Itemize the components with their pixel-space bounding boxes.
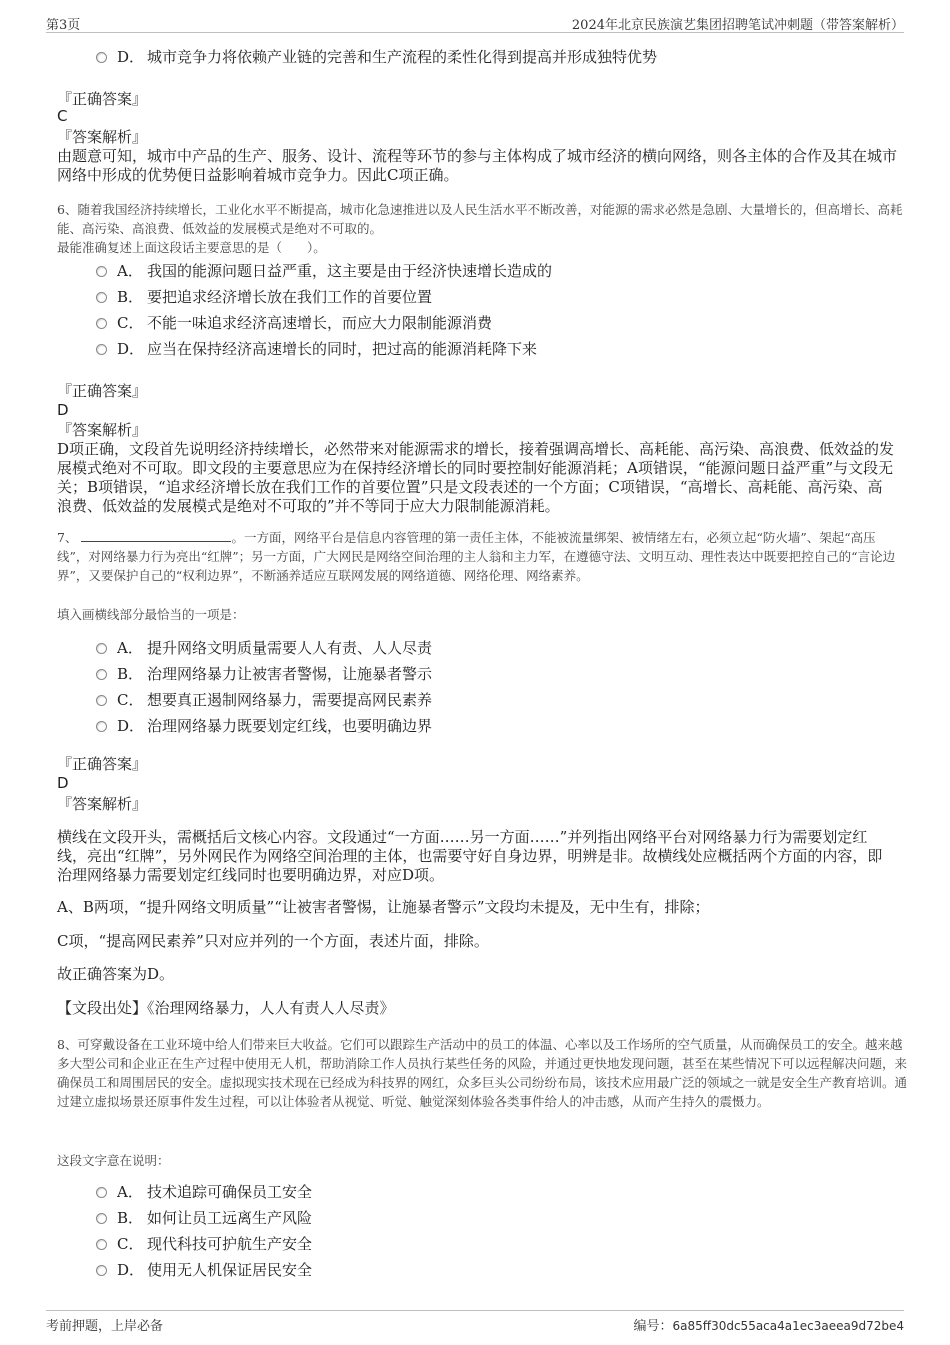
analysis-label: 『答案解析』 xyxy=(57,128,148,146)
page-header xyxy=(46,12,904,33)
q8-option-a[interactable]: A． 技术追踪可确保员工安全 xyxy=(96,1182,312,1202)
q8-option-b[interactable]: B． 如何让员工远离生产风险 xyxy=(96,1208,312,1228)
question-prompt: 最能准确复述上面这段话主要意思的是（ ）。 xyxy=(57,240,326,255)
document-id: 编号：6a85ff30dc55aca4a1ec3aeea9d72be4 xyxy=(633,1319,904,1334)
analysis-label: 『答案解析』 xyxy=(57,421,148,439)
analysis-text: 横线在文段开头，需概括后文核心内容。文段通过“一方面……另一方面……”并列指出网络平台对网络暴力行为需要划定红线，亮出“红牌”，另外网民作为网络空间治理的主体，也需要守好自身边界，明辨是非。故横线处应概括两个方面的内容，即治理网络暴力需要划定红线同时也要明确边界，对应D项。 xyxy=(57,828,883,884)
q7-option-c[interactable]: C． 想要真正遏制网络暴力，需要提高网民素养 xyxy=(96,690,432,710)
radio-icon[interactable] xyxy=(96,318,107,329)
radio-icon[interactable] xyxy=(96,266,107,277)
answer-label: 『正确答案』 xyxy=(57,382,148,400)
q8-option-d[interactable]: D． 使用无人机保证居民安全 xyxy=(96,1260,312,1280)
q7-option-b[interactable]: B． 治理网络暴力让被害者警惕，让施暴者警示 xyxy=(96,664,432,684)
analysis-text: C项，“提高网民素养”只对应并列的一个方面，表述片面，排除。 xyxy=(57,932,489,950)
analysis-text: D项正确，文段首先说明经济持续增长，必然带来对能源需求的增长，接着强调高增长、高耗能、高污染、高浪费、低效益的发展模式绝对不可取。即文段的主要意思应为在保持经济增长的同时要控制好能源消耗；A项错误，“能源问题日益严重”与文段无关；B项错误，“追求经济增长放在我们工作的首要位置”只是文段表述的一个方面；C项错误，“高增长、高耗能、高污染、高浪费、低效益的发展模式是绝对不可取的”并不等同于应大力限制能源消耗。 xyxy=(57,440,895,515)
question-prompt: 填入画横线部分最恰当的一项是： xyxy=(57,607,245,622)
page-footer xyxy=(46,1310,904,1334)
answer-value: D xyxy=(57,774,69,792)
radio-icon[interactable] xyxy=(96,344,107,355)
radio-icon[interactable] xyxy=(96,721,107,732)
radio-icon[interactable] xyxy=(96,1213,107,1224)
analysis-text: 由题意可知，城市中产品的生产、服务、设计、流程等环节的参与主体构成了城市经济的横向网络，则各主体的合作及其在城市网络中形成的优势便日益影响着城市竞争力。因此C项正确。 xyxy=(57,147,898,184)
radio-icon[interactable] xyxy=(96,1265,107,1276)
q5-option-d[interactable]: D． 城市竞争力将依赖产业链的完善和生产流程的柔性化得到提高并形成独特优势 xyxy=(96,47,657,67)
radio-icon[interactable] xyxy=(96,1239,107,1250)
analysis-text: A、B两项，“提升网络文明质量”“让被害者警惕，让施暴者警示”文段均未提及，无中生有，排除； xyxy=(57,898,710,916)
radio-icon[interactable] xyxy=(96,52,107,63)
q7-option-a[interactable]: A． 提升网络文明质量需要人人有责、人人尽责 xyxy=(96,638,432,658)
q6-option-a[interactable]: A． 我国的能源问题日益严重，这主要是由于经济快速增长造成的 xyxy=(96,261,552,281)
q6-option-d[interactable]: D． 应当在保持经济高速增长的同时，把过高的能源消耗降下来 xyxy=(96,339,537,359)
radio-icon[interactable] xyxy=(96,643,107,654)
question-text: 6、随着我国经济持续增长，工业化水平不断提高，城市化急速推进以及人民生活水平不断改善，对能源的需求必然是急剧、大量增长的，但高增长、高耗能、高污染、高浪费、低效益的发展模式是绝对不可取的。 xyxy=(57,202,903,236)
page-number: 第3页 xyxy=(46,18,81,33)
q6-option-b[interactable]: B． 要把追求经济增长放在我们工作的首要位置 xyxy=(96,287,432,307)
q7-option-d[interactable]: D． 治理网络暴力既要划定红线，也要明确边界 xyxy=(96,716,432,736)
question-text: 7、 。一方面，网络平台是信息内容管理的第一责任主体，不能被流量绑架、被情绪左右，必须立起“防火墙”、架起“高压线”，对网络暴力行为亮出“红牌”；另一方面，广大网民是网络空间治理的主人翁和主力军，在遵德守法、文明互动、理性表达中既要把控自己的“言论边界”，又要保护自己的“权利边界”，不断涵养适应互联网发展的网络道德、网络伦理、网络素养。 xyxy=(57,530,896,583)
answer-label: 『正确答案』 xyxy=(57,755,148,773)
question-text: 8、可穿戴设备在工业环境中给人们带来巨大收益。它们可以跟踪生产活动中的员工的体温、心率以及工作场所的空气质量，从而确保员工的安全。越来越多大型公司和企业正在生产过程中使用无人机，帮助消除工作人员执行某些任务的风险，并通过更快地发现问题，甚至在某些情况下可以远程解决问题，来确保员工和周围居民的安全。虚拟现实技术现在已经成为科技界的网红，众多巨头公司纷纷布局，该技术应用最广泛的领域之一就是安全生产教育培训。通过建立虚拟场景还原事件发生过程，可以让体验者从视觉、听觉、触觉深刻体验各类事件给人的冲击感，从而产生持久的震慑力。 xyxy=(57,1037,908,1109)
radio-icon[interactable] xyxy=(96,292,107,303)
fill-blank xyxy=(81,530,231,542)
answer-label: 『正确答案』 xyxy=(57,90,148,108)
radio-icon[interactable] xyxy=(96,1187,107,1198)
analysis-label: 『答案解析』 xyxy=(57,795,148,813)
answer-value: D xyxy=(57,401,69,419)
answer-value: C xyxy=(57,107,68,125)
radio-icon[interactable] xyxy=(96,669,107,680)
q6-option-c[interactable]: C． 不能一味追求经济高速增长，而应大力限制能源消费 xyxy=(96,313,492,333)
document-title: 2024年北京民族演艺集团招聘笔试冲刺题（带答案解析） xyxy=(571,18,904,33)
radio-icon[interactable] xyxy=(96,695,107,706)
question-prompt: 这段文字意在说明： xyxy=(57,1153,170,1168)
source-citation: 【文段出处】《治理网络暴力，人人有责人人尽责》 xyxy=(57,999,395,1017)
analysis-text: 故正确答案为D。 xyxy=(57,965,175,983)
footer-slogan: 考前押题，上岸必备 xyxy=(46,1319,164,1334)
q8-option-c[interactable]: C． 现代科技可护航生产安全 xyxy=(96,1234,312,1254)
